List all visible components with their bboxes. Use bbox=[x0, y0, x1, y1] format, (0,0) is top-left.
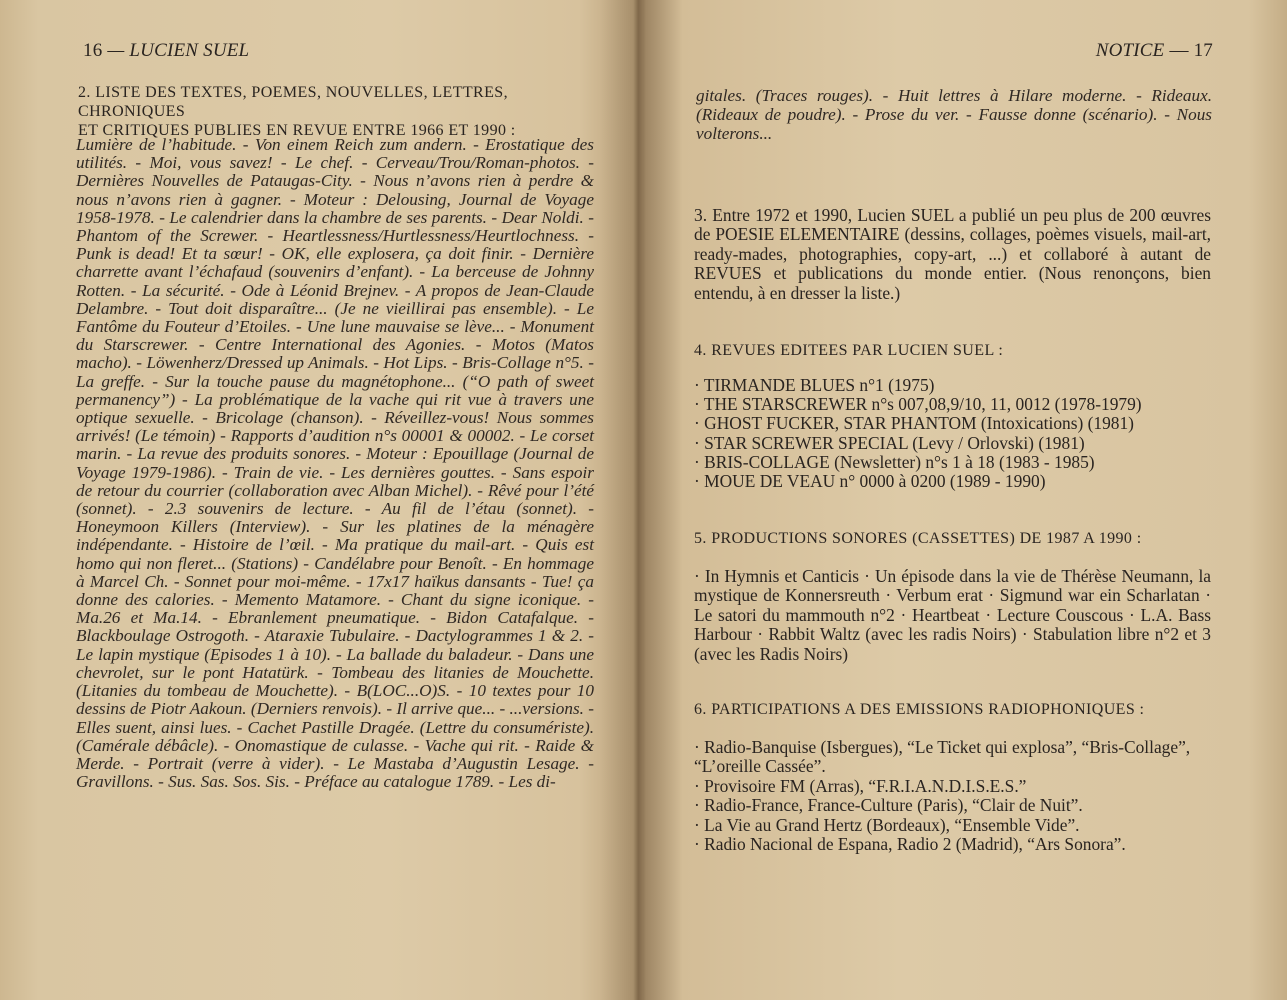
section-6-list bbox=[694, 738, 1212, 854]
section-2-text-list bbox=[76, 136, 594, 791]
list-item: · Radio Nacional de Espana, Radio 2 (Madrid), “Ars Sonora”. bbox=[694, 834, 1126, 855]
left-page-author: — LUCIEN SUEL bbox=[107, 40, 250, 61]
section-4-list bbox=[694, 376, 1214, 491]
gutter-shadow-right bbox=[643, 0, 683, 1000]
section-3-text-c: et publications du monde entier. (Nous renonçons, bien entendu, à en dresser la liste.) bbox=[694, 263, 1211, 303]
section-3-text-a: 3. Entre 1972 et 1990, Lucien SUEL a publié un peu plus de 200 œuvres de bbox=[694, 205, 1211, 245]
right-page-header bbox=[1096, 40, 1213, 62]
section-5-paragraph: · In Hymnis et Canticis · Un épisode dans la vie de Thérèse Neumann, la mystique de Konnersreuth · Verbum erat · Sigmund war ein Scharlatan · Le satori du mammouth n°2 · Heartbeat · Lecture Couscous · L.A. Bass Harbour · Rabbit Waltz (avec les radis Noirs) · Stabulation libre n°2 et 3 (avec les Radis Noirs) bbox=[694, 566, 1211, 664]
section-3-smallcaps-a: POESIE ELEMENTAIRE bbox=[715, 224, 900, 245]
section-6-title: 6. PARTICIPATIONS A DES EMISSIONS RADIOPHONIQUES : bbox=[694, 701, 1145, 718]
right-page-number: — 17 bbox=[1169, 40, 1213, 61]
list-item: · Provisoire FM (Arras), “F.R.I.A.N.D.I.S.E.S.” bbox=[694, 775, 1027, 796]
right-page bbox=[643, 0, 1287, 1000]
section-2-body: Lumière de l’habitude. - Von einem Reich zum andern. - Erostatique des utilités. - Moi, vous savez! - Le chef. - Cerveau/Trou/Roman-photos. - Dernières Nouvelles de Pataugas-City. - Nous n’avons rien à perdre & nous n’avons rien à gagner. - Moteur : Delousing, Journal de Voyage 1958-1978. - Le calendrier dans la chambre de ses parents. - Dear Noldi. - Phantom of the Screwer. - Heartlessness/Hurtlessness/Heurtlochness. - Punk is dead! Et ta sœur! - OK, elle explosera, ça doit finir. - Dernière charrette avant l’échafaud (souvenirs d’enfant). - La berceuse de Johnny Rotten. - La sécurité. - Ode à Léonid Brejnev. - A propos de Jean-Claude Delambre. - Tout doit disparaître... (Je ne vieillirai pas ensemble). - Le Fantôme du Fouteur d’Etoiles. - Une lune mauvaise se lève... - Monument du Starscrewer. - Centre International des Agonies. - Motos (Matos macho). - Löwenherz/Dressed up Animals. - Hot Lips. - Bris-Collage n°5. - La greffe. - Sur la touche pause du magnétophone... (“O path of sweet permanency”) - La problématique de la vache qui rit vue à travers une optique sexuelle. - Bricolage (chanson). - Réveillez-vous! Nous sommes arrivés! (Le témoin) - Rapports d’audition n°s 00001 & 00002. - Le corset marin. - La revue des produits sonores. - Moteur : Epouillage (Journal de Voyage 1979-1986). - Train de vie. - Les dernières gouttes. - Sans espoir de retour du courrier (collaboration avec Alban Michel). - Rêvé pour l’été (sonnet). - 2.3 souvenirs de lecture. - Au fil de l’étau (sonnet). - Honeymoon Killers (Interview). - Sur les platines de la ménagère indépendante. - Histoire de l’œil. - Ma pratique du mail-art. - Quis est homo qui non fleret... (Stations) - Candélabre pour Benoît. - En hommage à Marcel Ch. - Sonnet pour moi-même. - 17x17 haïkus dansants - Tue! ça donne des calories. - Memento Matamore. - Chant du signe iconique. - Ma.26 et Ma.14. - Ebranlement pneumatique. - Bidon Catafalque. - Blackboulage Ostrogoth. - Ataraxie Tubulaire. - Dactylogrammes 1 & 2. - Le lapin mystique (Episodes 1 à 10). - La ballade du baladeur. - Dans une chevrolet, sur le pont Hatatürk. - Tombeau des litanies de Mouchette. (Litanies du tombeau de Mouchette). - B(LOC...O)S. - 10 textes pour 10 dessins de Piotr Aakoun. (Derniers renvois). - Il arrive que... - ...versions. - Elles suent, ainsi lues. - Cachet Pastille Dragée. (Lettre du consumériste). (Camérale débâcle). - Onomastique de culasse. - Vache qui rit. - Raide & Merde. - Portrait (verre à vider). - Le Mastaba d’Augustin Lesage. - Gravillons. - Sus. Sas. Sos. Sis. - Préface au catalogue 1789. - Les di- bbox=[76, 135, 594, 792]
left-page-header bbox=[83, 40, 249, 62]
list-item: · BRIS-COLLAGE (Newsletter) n°s 1 à 18 (1983 - 1985) bbox=[694, 451, 1095, 472]
section-2-continuation: gitales. (Traces rouges). - Huit lettres à Hilare moderne. - Rideaux. (Rideaux de poudre). - Prose du ver. - Fausse donne (scénario). - Nous volterons... bbox=[696, 86, 1212, 143]
section-2-title-line1: 2. LISTE DES TEXTES, POEMES, NOUVELLES, LETTRES, CHRONIQUES bbox=[78, 84, 509, 120]
list-item: · MOUE DE VEAU n° 0000 à 0200 (1989 - 1990) bbox=[694, 471, 1046, 492]
section-3-smallcaps-b: REVUES bbox=[694, 263, 762, 284]
right-page-title: NOTICE bbox=[1095, 40, 1165, 61]
list-item: · La Vie au Grand Hertz (Bordeaux), “Ensemble Vide”. bbox=[694, 814, 1080, 835]
list-item: · Radio-Banquise (Isbergues), “Le Ticket qui explosa”, “Bris-Collage”, “L’oreille Cassée”. bbox=[694, 737, 1191, 777]
list-item: · TIRMANDE BLUES n°1 (1975) bbox=[694, 375, 935, 395]
section-2-title-line2: ET CRITIQUES PUBLIES EN REVUE ENTRE 1966 ET 1990 : bbox=[78, 122, 516, 139]
section-4-title: 4. REVUES EDITEES PAR LUCIEN SUEL : bbox=[694, 342, 1004, 359]
list-item: · Radio-France, France-Culture (Paris), “Clair de Nuit”. bbox=[694, 795, 1083, 816]
left-page-number: 16 bbox=[83, 40, 103, 61]
list-item: · GHOST FUCKER, STAR PHANTOM (Intoxications) (1981) bbox=[694, 413, 1134, 434]
list-item: · STAR SCREWER SPECIAL (Levy / Orlovski) (1981) bbox=[694, 432, 1085, 453]
list-item: · THE STARSCREWER n°s 007,08,9/10, 11, 0012 (1978-1979) bbox=[694, 394, 1142, 415]
section-5-title: 5. PRODUCTIONS SONORES (CASSETTES) DE 1987 A 1990 : bbox=[694, 530, 1142, 547]
left-page bbox=[0, 0, 640, 1000]
section-3-text-b: (dessins, collages, poèmes visuels, mail-art, ready-mades, photographies, copy-art, ...) et collaboré à autant de bbox=[694, 224, 1212, 264]
section-3-paragraph bbox=[694, 206, 1211, 303]
gutter-shadow-left bbox=[600, 0, 643, 1000]
section-2-title bbox=[78, 83, 598, 140]
